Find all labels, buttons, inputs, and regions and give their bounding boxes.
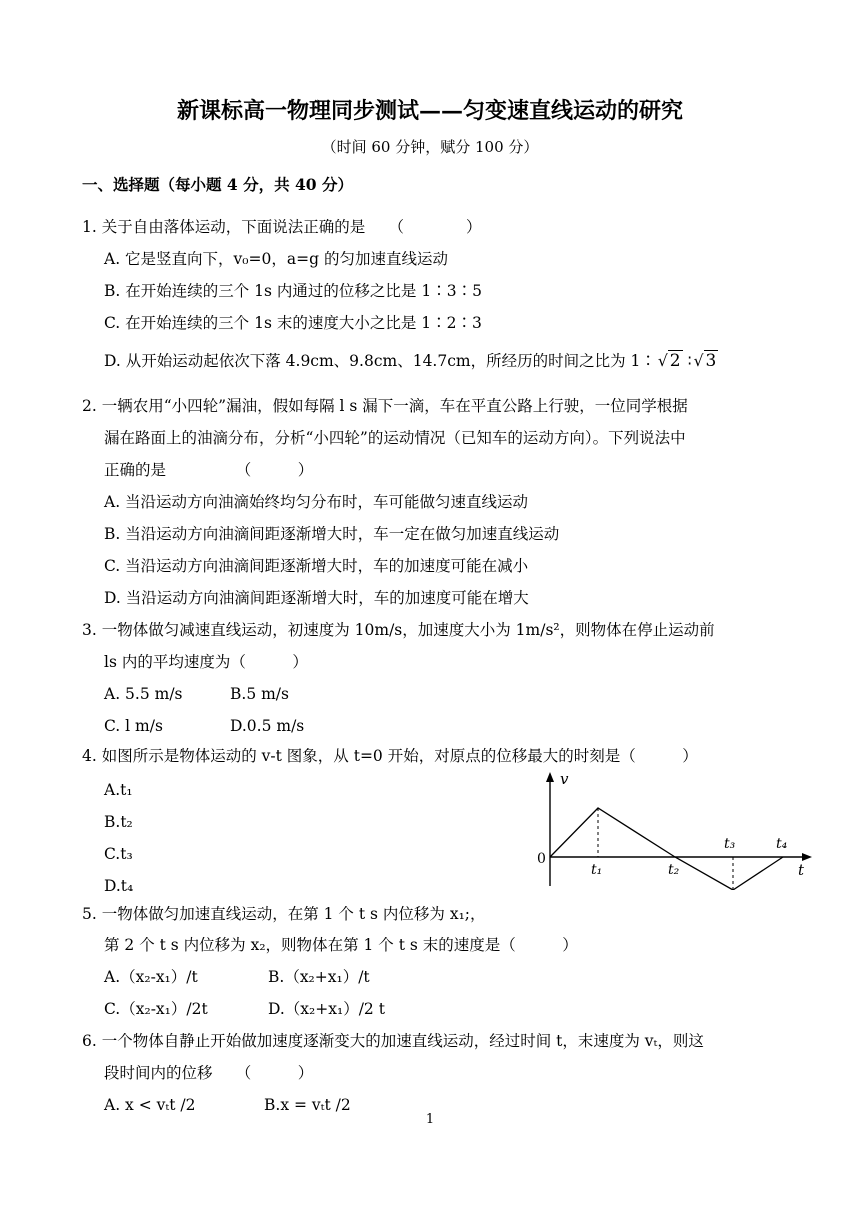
page-title: 新课标高一物理同步测试——匀变速直线运动的研究 (176, 98, 683, 124)
t-axis-label: t (798, 861, 805, 879)
section-heading: 一、选择题（每小题 4 分，共 40 分） (82, 175, 353, 194)
t3-label: t₃ (724, 836, 736, 852)
v-axis-label: v (560, 770, 569, 788)
v-axis-arrow-icon (546, 772, 554, 782)
origin-label: 0 (537, 851, 546, 867)
q5-option-b: B.（x₂+x₁）/t (268, 968, 370, 986)
q3-option-a: A. 5.5 m/s (104, 685, 183, 703)
q1-option-b: B. 在开始连续的三个 1s 内通过的位移之比是 1∶3∶5 (104, 282, 482, 300)
page-subtitle: （时间 60 分钟，赋分 100 分） (321, 138, 539, 156)
q2-option-b: B. 当沿运动方向油滴间距逐渐增大时，车一定在做匀加速直线运动 (104, 525, 560, 543)
t-axis-arrow-icon (802, 853, 812, 861)
q4-option-a: A.t₁ (104, 781, 133, 799)
q1-option-a: A. 它是竖直向下，v₀=0，a=g 的匀加速直线运动 (104, 250, 448, 268)
q6-line-1: 6. 一个物体自静止开始做加速度逐渐变大的加速直线运动，经过时间 t，末速度为 vₜ，则这 (82, 1032, 704, 1050)
t1-label: t₁ (591, 862, 603, 878)
q3-line-1: 3. 一物体做匀减速直线运动，初速度为 10m/s，加速度大小为 1m/s²，则物体在停止运动前 (82, 621, 715, 639)
t2-label: t₂ (668, 862, 680, 878)
vt-graph (528, 770, 818, 890)
q3-option-c: C. l m/s (104, 717, 163, 735)
q5-option-c: C.（x₂-x₁）/2t (104, 1000, 208, 1018)
q6-line-2: 段时间内的位移 （ ） (104, 1064, 314, 1082)
q2-line-2: 漏在路面上的油滴分布，分析“小四轮”的运动情况（已知车的运动方向）。下列说法中 (104, 429, 686, 447)
sqrt-3: √ 3 (693, 351, 717, 371)
q5-line-2: 第 2 个 t s 内位移为 x₂，则物体在第 1 个 t s 末的速度是（ ） (104, 936, 578, 954)
q2-option-d: D. 当沿运动方向油滴间距逐渐增大时，车的加速度可能在增大 (104, 589, 529, 607)
vt-graph-line (550, 808, 783, 890)
q1-option-c: C. 在开始连续的三个 1s 末的速度大小之比是 1∶2∶3 (104, 314, 482, 332)
q4-stem: 4. 如图所示是物体运动的 v-t 图象，从 t=0 开始，对原点的位移最大的时刻是（ ） (82, 747, 698, 765)
q5-option-a: A.（x₂-x₁）/t (104, 968, 198, 986)
q3-option-b: B.5 m/s (230, 685, 289, 703)
q2-line-1: 2. 一辆农用“小四轮”漏油，假如每隔 l s 漏下一滴，车在平直公路上行驶，一位同学根据 (82, 397, 688, 415)
q2-line-3: 正确的是 （ ） (104, 461, 314, 479)
sqrt-2: √ 2 (657, 351, 681, 371)
q5-option-d: D.（x₂+x₁）/2 t (268, 1000, 385, 1018)
q4-option-c: C.t₃ (104, 845, 133, 863)
q1-option-d (104, 351, 718, 371)
q5-line-1: 5. 一物体做匀加速直线运动，在第 1 个 t s 内位移为 x₁;， (82, 905, 486, 923)
q4-option-d: D.t₄ (104, 877, 134, 895)
page-number: 1 (425, 1112, 435, 1127)
ratio-separator: ∶ (687, 352, 692, 370)
t4-label: t₄ (776, 836, 788, 852)
q2-option-c: C. 当沿运动方向油滴间距逐渐增大时，车的加速度可能在减小 (104, 557, 529, 575)
q2-option-a: A. 当沿运动方向油滴始终均匀分布时，车可能做匀速直线运动 (104, 493, 529, 511)
q6-option-a: A. x < vₜt /2 (104, 1096, 196, 1114)
q1-option-d-text: D. 从开始运动起依次下落 4.9cm、9.8cm、14.7cm，所经历的时间之比为 1∶ (104, 352, 656, 370)
q3-line-2: ls 内的平均速度为（ ） (104, 653, 308, 671)
q3-option-d: D.0.5 m/s (230, 717, 305, 735)
q4-option-b: B.t₂ (104, 813, 133, 831)
q6-option-b: B.x = vₜt /2 (264, 1096, 351, 1114)
q1-stem: 1. 关于自由落体运动，下面说法正确的是 （ ） (82, 218, 482, 236)
